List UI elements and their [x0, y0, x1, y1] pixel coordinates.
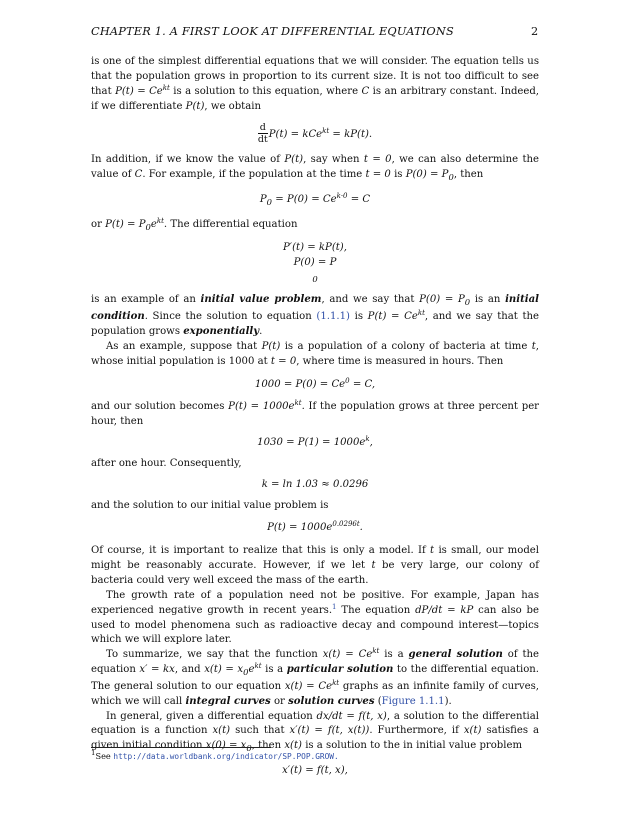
- footnote-marker[interactable]: 1: [332, 602, 337, 611]
- paragraph: In general, given a differential equation dx/dt = f(t, x), a solution to the differential equation is a function x(t) such that x′(t) = f(t, x(t)). Furthermore, if x(t) satisfies a given initial condition $x(0) = x_0$, then x(t) is a solution to the in initial value problem: [91, 710, 540, 754]
- paragraph: and the solution to our initial value problem is: [91, 499, 329, 511]
- figure-reference-link[interactable]: Figure 1.1.1: [381, 695, 445, 707]
- equation-derivative: $\frac{d}{dt}$ P(t) = kCe$^{kt}$ = kP(t).: [257, 122, 373, 146]
- footnote-url-link[interactable]: http://data.worldbank.org/indicator/SP.POP.GROW.: [113, 752, 339, 761]
- page-number: 2: [531, 25, 539, 38]
- paragraph: after one hour. Consequently,: [91, 457, 242, 469]
- page-body: [91, 55, 539, 787]
- paragraph: is an example of an initial value problem, and we say that $P(0) = P_0$ is an initial condition. Since the solution to equation (1.1.1) is $P(t) = Ce^{kt}$, and we say that the population grows exponentially.: [91, 294, 540, 338]
- footnote: $^1$See http://data.worldbank.org/indicator/SP.POP.GROW.: [91, 749, 339, 761]
- paragraph: In addition, if we know the value of P(t), say when t = 0, we can also determine the value of C. For example, if the population at the time t = 0 is $P(0) = P_0$, then: [91, 154, 539, 183]
- equation-ivp: P′(t) = kP(t), P(0) = P $_0$: [283, 241, 347, 285]
- equation-example-1: $1000 = P(0) = Ce^0 = C$,: [254, 376, 376, 390]
- equation-final-solution: $P(t) = 1000e^{0.0296t}$.: [267, 520, 363, 534]
- paragraph: As an example, suppose that P(t) is a population of a colony of bacteria at time t, whose initial population is 1000 at t = 0, where time is measured in hours. Then: [91, 340, 539, 367]
- equation-example-2: $1030 = P(1) = 1000e^k$,: [257, 435, 373, 449]
- equation-initial-value: $P_0 = P(0) = Ce^{k\cdot 0} = C$: [259, 192, 371, 208]
- paragraph: To summarize, we say that the function $x(t) = Ce^{kt}$ is a general solution of the equation x′ = kx, and $x(t) = x_0e^{kt}$ is a particular solution to the differential equation. The general solution to our equation $x(t) = Ce^{kt}$ graphs as an infinite family of curves, which we will call integral curves or solution curves (Figure 1.1.1).: [91, 647, 540, 707]
- running-header: CHAPTER 1. A FIRST LOOK AT DIFFERENTIAL EQUATIONS: [91, 25, 454, 38]
- footnote-rule: [91, 747, 271, 748]
- paragraph: Of course, it is important to realize that this is only a model. If t is small, our model might be reasonably accurate. However, if we let t be very large, our colony of bacteria could very well exceed the mass of the earth.: [91, 545, 539, 587]
- equation-k-value: k = ln 1.03 ≈ 0.0296: [261, 478, 369, 490]
- equation-reference-link[interactable]: (1.1.1): [316, 311, 350, 323]
- paragraph: is one of the simplest differential equations that we will consider. The equation tells us that the population grows in proportion to its current size. It is not too difficult to see that $P(t) = Ce^{kt}$ is a solution to this equation, where C is an arbitrary constant. Indeed, if we differentiate P(t), we obtain: [91, 56, 540, 112]
- paragraph: The growth rate of a population need not be positive. For example, Japan has experienced negative growth in recent years.$^1$ The equation dP/dt = kP can also be used to model phenomena such as radioactive decay and compound interest—topics which we will explore later.: [91, 589, 539, 646]
- paragraph: and our solution becomes $P(t) = 1000e^{kt}$. If the population grows at three percent per hour, then: [91, 399, 539, 428]
- equation-general-ivp: x′(t) = f(t, x),: [282, 765, 348, 777]
- paragraph: or $P(t) = P_0e^{kt}$. The differential equation: [91, 216, 298, 232]
